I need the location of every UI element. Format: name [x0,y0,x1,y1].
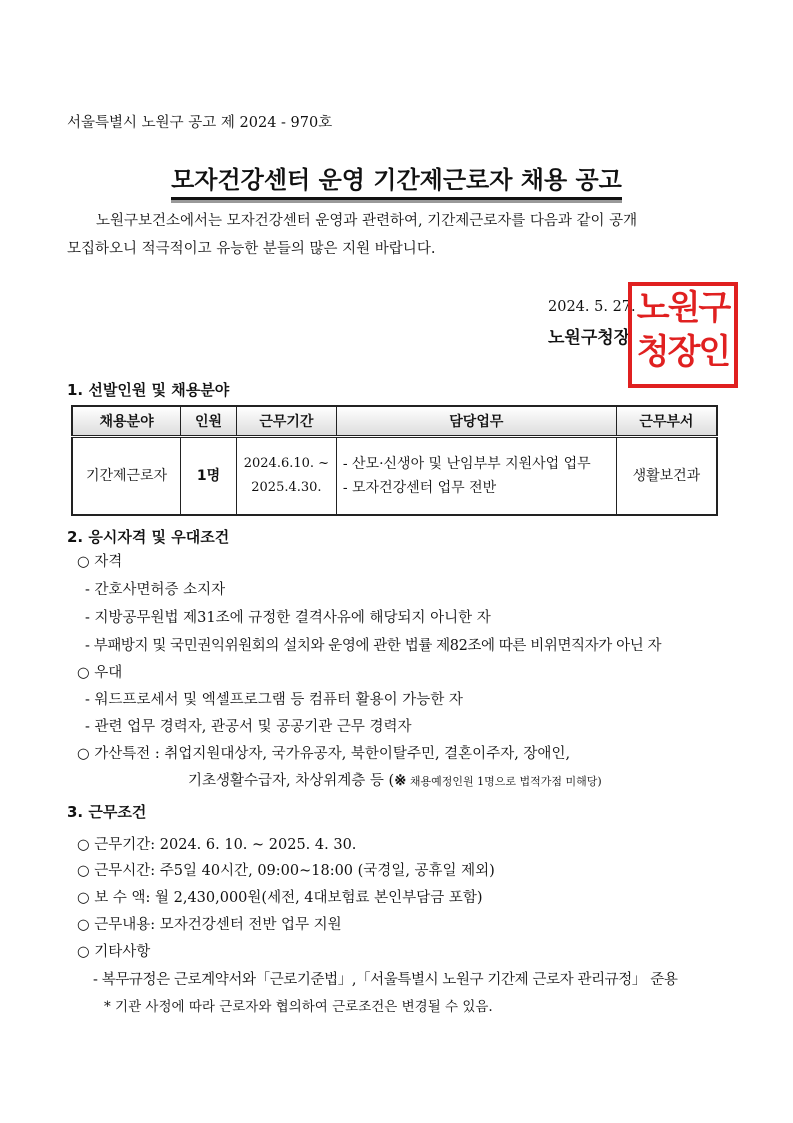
issuer: 노원구청장 [548,328,631,348]
cell-field: 기간제근로자 [72,437,181,516]
section2-heading: 2. 응시자격 및 우대조건 [67,528,230,546]
header-dept: 근무부서 [616,406,717,437]
list-item: ○ 기타사항 [77,944,151,960]
page-title [0,160,793,200]
continued-text: 기초생활수급자, 차상위계층 등 ( [188,773,395,789]
date: 2024. 5. 27. [548,299,636,315]
list-item: ○ 근무내용: 모자건강센터 전반 업무 지원 [77,917,342,933]
cell-period [236,437,336,516]
section1-heading: 1. 선발인원 및 채용분야 [67,381,230,399]
list-item: - 워드프로세서 및 엑셀프로그램 등 컴퓨터 활용이 가능한 자 [85,692,463,708]
header-count: 인원 [181,406,237,437]
intro-line-1: 노원구보건소에서는 모자건강센터 운영과 관련하여, 기간제근로자를 다음과 같이 공개 [96,213,638,229]
note-mark: ※ [394,772,407,789]
header-duty: 담당업무 [336,406,616,437]
list-item: - 간호사면허증 소지자 [85,582,226,598]
cell-dept: 생활보건과 [616,437,717,516]
seal-line-1: 노원구 [636,288,730,328]
note-text: 채용예정인원 1명으로 법적가점 미해당) [406,775,602,788]
list-item: ○ 자격 [77,554,123,570]
recruitment-table [71,405,718,516]
period-end: 2025.4.30. [251,480,322,495]
table-row [72,437,717,516]
list-item: ○ 우대 [77,665,123,681]
intro-line-2: 모집하오니 적극적이고 유능한 분들의 많은 지원 바랍니다. [67,241,436,257]
list-item: - 복무규정은 근로계약서와「근로기준법」,「서울특별시 노원구 기간제 근로자 관리규정」 준용 [93,972,678,988]
duty-1: - 산모·신생아 및 난임부부 지원사업 업무 [342,456,591,472]
cell-duty [336,437,616,516]
list-item: ○ 근무기간: 2024. 6. 10. ~ 2025. 4. 30. [77,837,357,853]
list-item: - 관련 업무 경력자, 관공서 및 공공기관 근무 경력자 [85,719,412,735]
notice-number: 서울특별시 노원구 공고 제 2024 - 970호 [67,115,333,131]
table-header-row [72,406,717,437]
list-item: - 부패방지 및 국민권익위원회의 설치와 운영에 관한 법률 제82조에 따른 비위면직자가 아닌 자 [85,638,662,654]
official-seal [628,282,738,388]
cell-count: 1명 [181,437,237,516]
period-start: 2024.6.10. ~ [243,456,330,471]
list-item: ○ 근무시간: 주5일 40시간, 09:00~18:00 (국경일, 공휴일 제외) [77,863,495,879]
duty-2: - 모자건강센터 업무 전반 [342,480,497,496]
list-item-continued [188,772,602,791]
list-item: ○ 가산특전 : 취업지원대상자, 국가유공자, 북한이탈주민, 결혼이주자, 장애인, [77,746,571,762]
footnote: * 기관 사정에 따라 근로자와 협의하여 근로조건은 변경될 수 있음. [104,999,493,1015]
header-period: 근무기간 [236,406,336,437]
header-field: 채용분야 [72,406,181,437]
section3-heading: 3. 근무조건 [67,803,147,821]
list-item: ○ 보 수 액: 월 2,430,000원(세전, 4대보험료 본인부담금 포함) [77,890,483,906]
title-text: 모자건강센터 운영 기간제근로자 채용 공고 [171,160,622,200]
seal-line-2: 청장인 [636,332,730,372]
list-item: - 지방공무원법 제31조에 규정한 결격사유에 해당되지 아니한 자 [85,610,491,626]
